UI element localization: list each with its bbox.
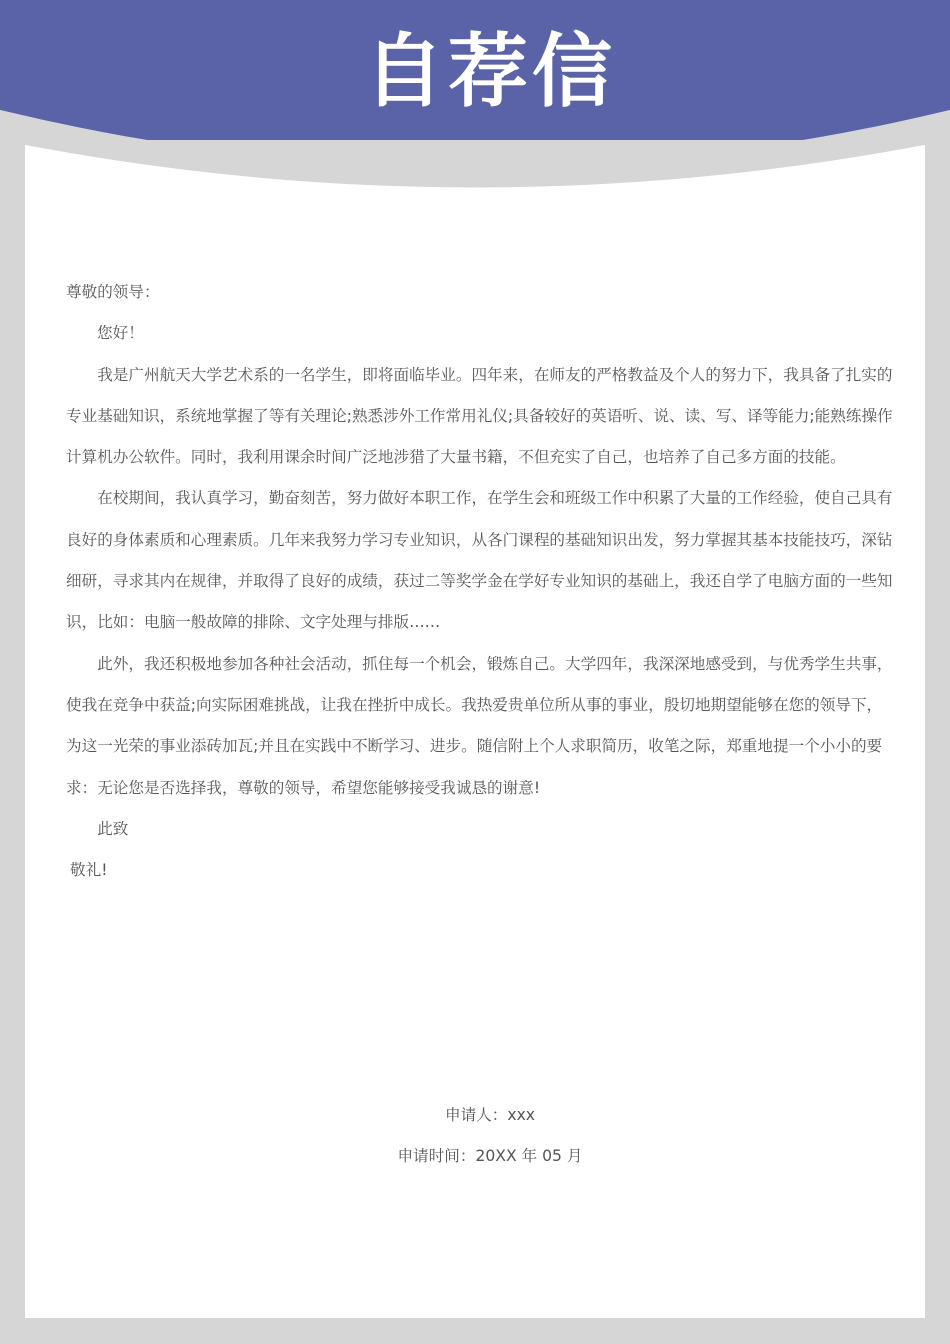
paragraph-3: 此外，我还积极地参加各种社会活动，抓住每一个机会，锻炼自己。大学四年，我深深地感受到，与优秀学生共事，使我在竞争中获益;向实际困难挑战，让我在挫折中成长。我热爱贵单位所从事的事业，殷切地期望能够在您的领导下，为这一光荣的事业添砖加瓦;并且在实践中不断学习、进步。随信附上个人求职简历，收笔之际，郑重地提一个小小的要求：无论您是否选择我，尊敬的领导，希望您能够接受我诚恳的谢意!: [66, 654, 893, 797]
applicant-name: 申请人：xxx: [444, 1106, 536, 1124]
application-date: 申请时间：20XX 年 05 月: [397, 1147, 583, 1165]
letter-body: [66, 272, 894, 891]
closing-line-1: 此致: [97, 819, 129, 838]
closing-line-2: 敬礼!: [70, 861, 108, 880]
paragraph-2: 在校期间，我认真学习，勤奋刻苦，努力做好本职工作，在学生会和班级工作中积累了大量的工作经验，使自己具有良好的身体素质和心理素质。几年来我努力学习专业知识，从各门课程的基础知识出发，努力掌握其基本技能技巧，深钻细研，寻求其内在规律，并取得了良好的成绩，获过二等奖学金在学好专业知识的基础上，我还自学了电脑方面的一些知识，比如：电脑一般故障的排除、文字处理与排版……: [66, 489, 893, 632]
page-title: 自荐信: [364, 25, 616, 118]
salutation: 尊敬的领导：: [66, 283, 160, 301]
greeting: 您好！: [97, 324, 144, 343]
paragraph-1: 我是广州航天大学艺术系的一名学生，即将面临毕业。四年来，在师友的严格教益及个人的努力下，我具备了扎实的专业基础知识，系统地掌握了等有关理论;熟悉涉外工作常用礼仪;具备较好的英语听、说、读、写、译等能力;能熟练操作计算机办公软件。同时，我利用课余时间广泛地涉猎了大量书籍，不但充实了自己，也培养了自己多方面的技能。: [66, 365, 893, 467]
